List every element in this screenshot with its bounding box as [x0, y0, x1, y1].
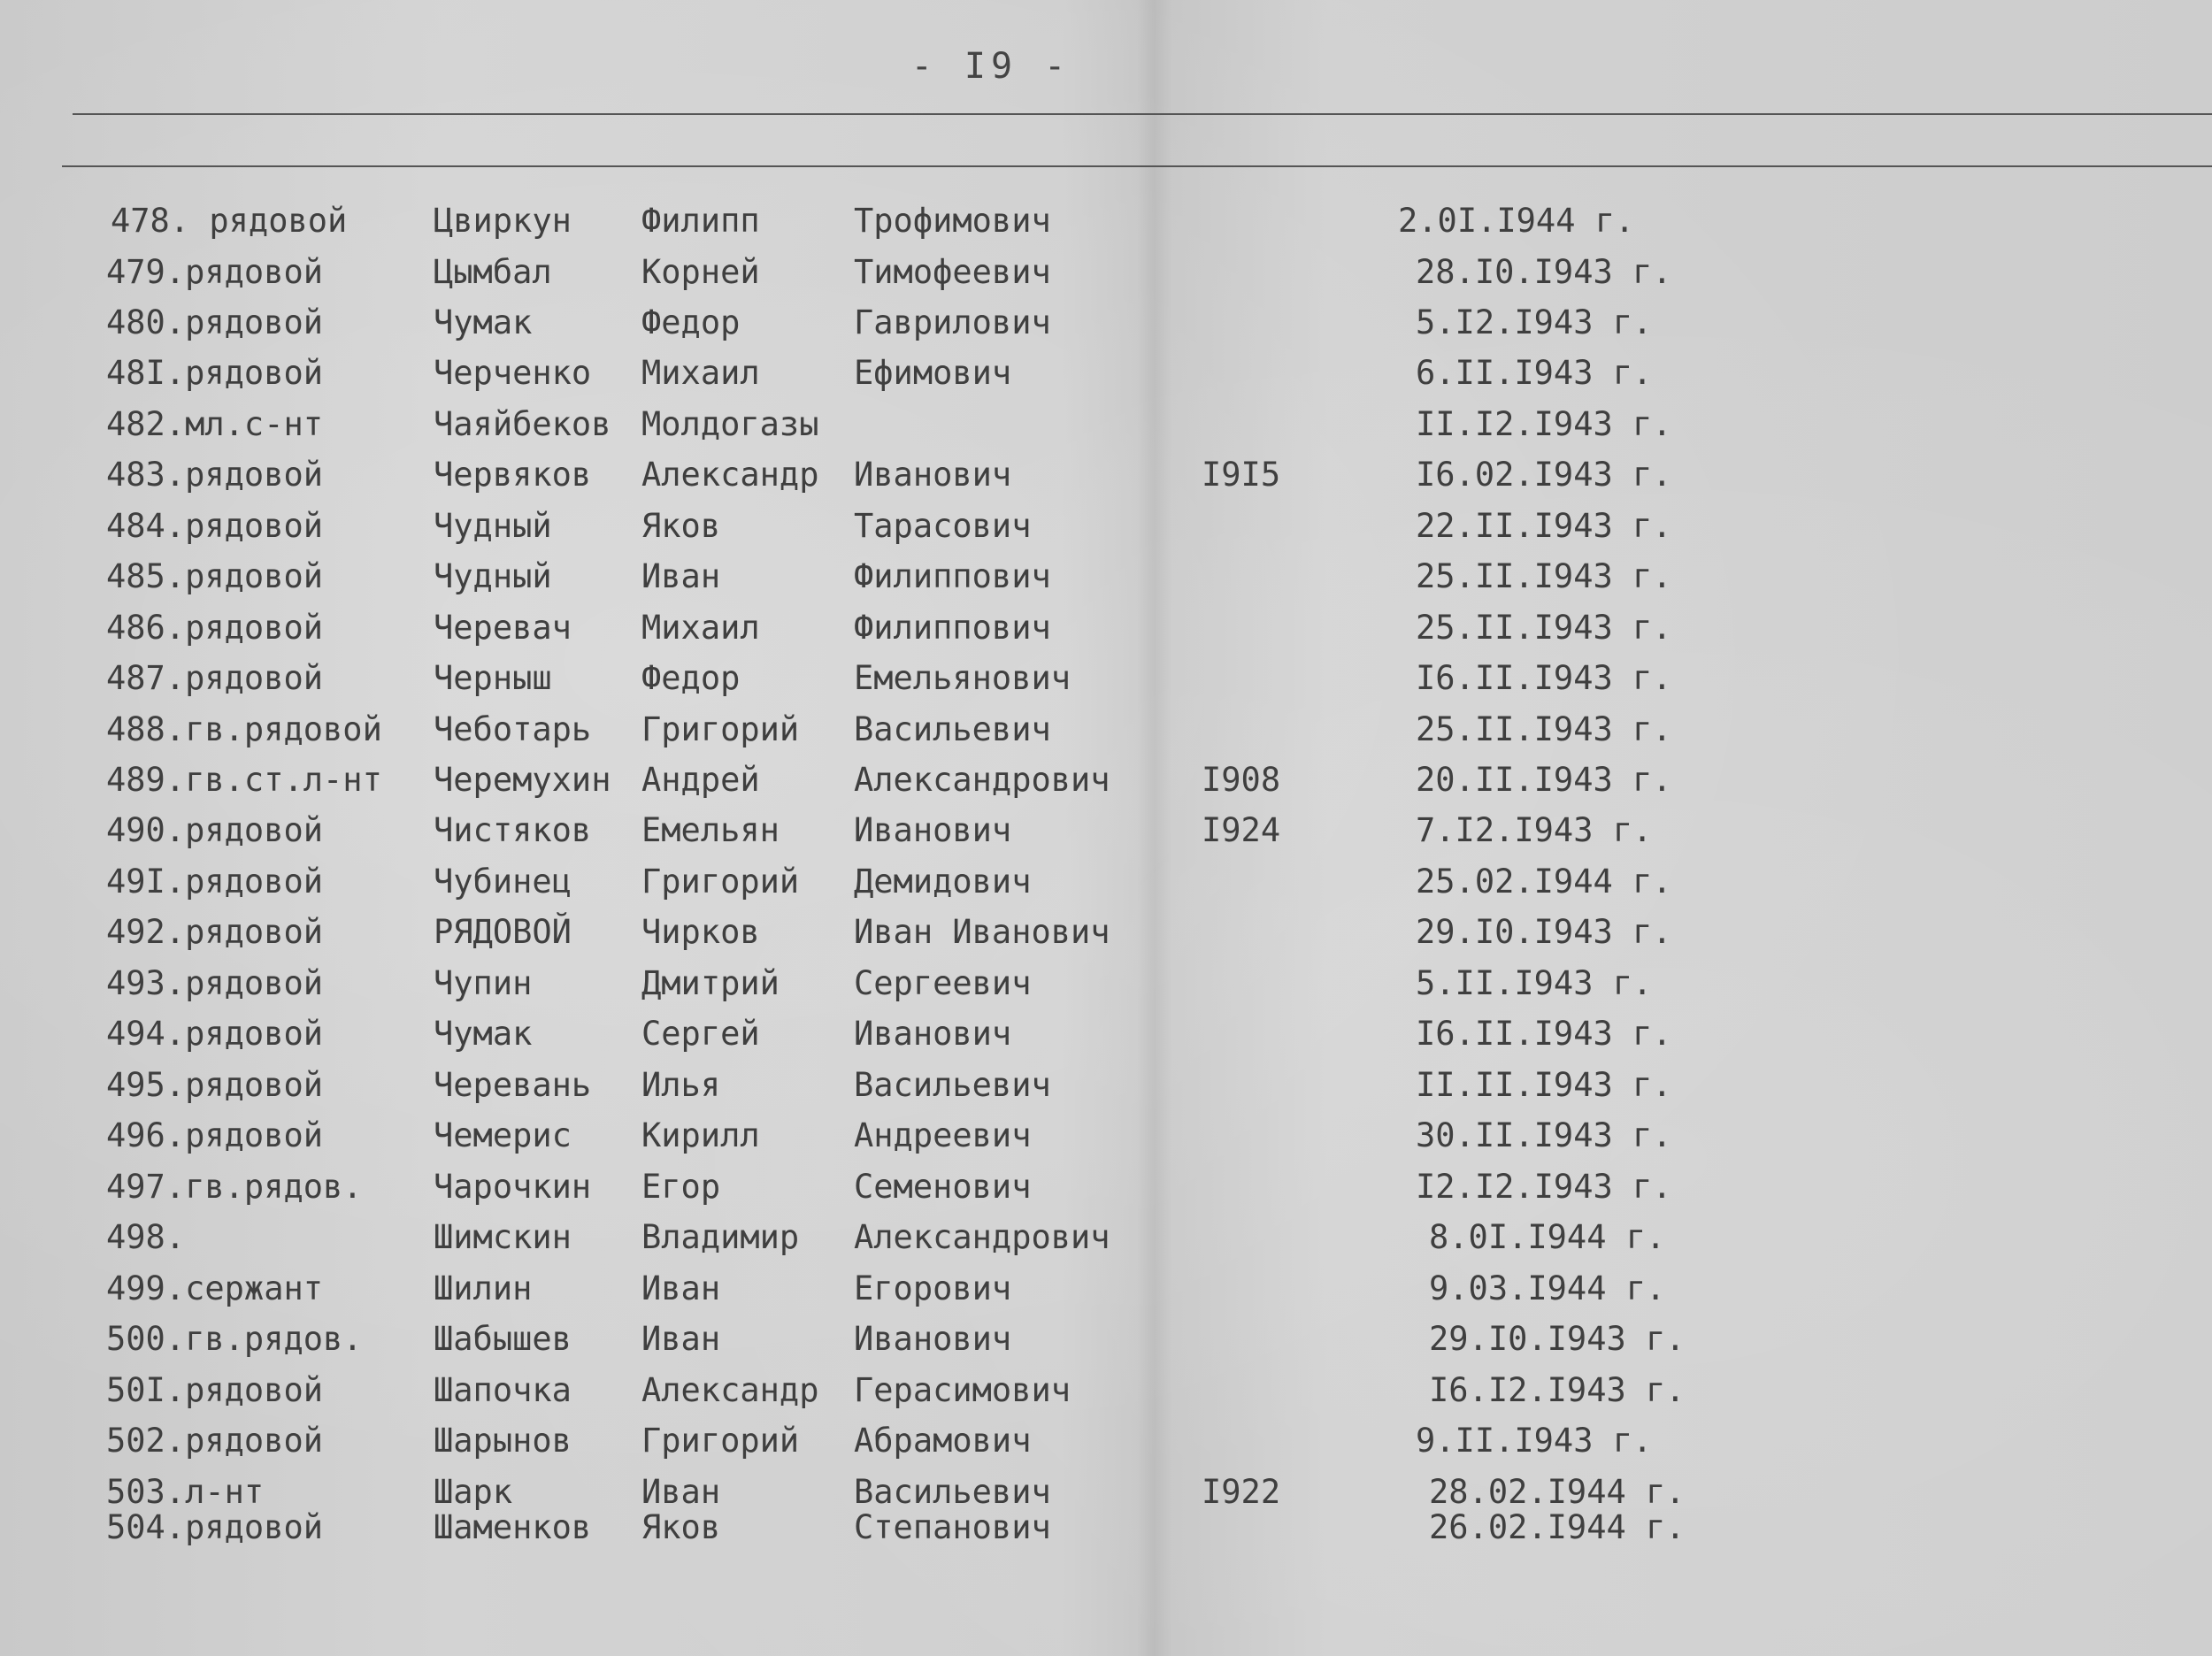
record-last-name: Чупин [434, 964, 533, 1002]
record-patronymic: Андреевич [854, 1116, 1032, 1154]
record-date: 5.II.I943 г. [1416, 964, 1653, 1002]
header-rule-top [73, 113, 2212, 115]
record-date: II.II.I943 г. [1416, 1066, 1672, 1104]
record-last-name: Чумак [434, 1015, 533, 1053]
record-patronymic: Егорович [854, 1269, 1012, 1307]
record-last-name: Шапочка [434, 1371, 572, 1409]
record-birth-year: I9I5 [1202, 456, 1281, 494]
record-patronymic: Емельянович [854, 659, 1071, 697]
record-rank: 504.рядовой [106, 1508, 324, 1546]
record-rank: 486.рядовой [106, 609, 324, 647]
record-last-name: Чубинец [434, 862, 572, 901]
record-date: 22.II.I943 г. [1416, 507, 1672, 545]
record-rank: 484.рядовой [106, 507, 324, 545]
record-last-name: Чарочкин [434, 1168, 592, 1206]
record-first-name: Илья [641, 1066, 721, 1104]
header-rule-bottom [62, 165, 2212, 167]
record-date: I6.II.I943 г. [1416, 1015, 1672, 1053]
record-last-name: Чудный [434, 507, 552, 545]
record-first-name: Григорий [641, 862, 800, 901]
record-rank: 479.рядовой [106, 253, 324, 291]
record-date: I6.II.I943 г. [1416, 659, 1672, 697]
record-row [0, 1168, 2212, 1212]
record-row [0, 303, 2212, 348]
record-date: 29.I0.I943 г. [1416, 913, 1672, 951]
record-date: 6.II.I943 г. [1416, 354, 1653, 392]
record-date: 9.II.I943 г. [1416, 1422, 1653, 1460]
record-rank: 482.мл.с-нт [106, 405, 324, 443]
record-rank: 499.сержант [106, 1269, 324, 1307]
record-patronymic: Степанович [854, 1508, 1051, 1546]
record-patronymic: Трофимович [854, 202, 1051, 240]
record-first-name: Корней [641, 253, 760, 291]
record-first-name: Яков [641, 1508, 721, 1546]
record-rank: 490.рядовой [106, 811, 324, 849]
record-row [0, 253, 2212, 297]
record-rank: 50I.рядовой [106, 1371, 324, 1409]
record-row [0, 405, 2212, 449]
record-first-name: Федор [641, 659, 741, 697]
record-rank: 478. рядовой [111, 202, 348, 240]
record-date: 26.02.I944 г. [1429, 1508, 1686, 1546]
record-first-name: Михаил [641, 354, 760, 392]
record-date: 5.I2.I943 г. [1416, 303, 1653, 341]
record-rank: 495.рядовой [106, 1066, 324, 1104]
record-last-name: Шарынов [434, 1422, 572, 1460]
record-first-name: Кирилл [641, 1116, 760, 1154]
record-patronymic: Тарасович [854, 507, 1032, 545]
record-row [0, 1508, 2212, 1552]
record-last-name: Цымбал [434, 253, 552, 291]
record-last-name: Черевань [434, 1066, 592, 1104]
record-patronymic: Филиппович [854, 557, 1051, 595]
record-last-name: Чистяков [434, 811, 592, 849]
record-row [0, 609, 2212, 653]
record-birth-year: I922 [1202, 1473, 1281, 1511]
record-row [0, 1015, 2212, 1059]
record-date: II.I2.I943 г. [1416, 405, 1672, 443]
record-date: I6.I2.I943 г. [1429, 1371, 1686, 1409]
record-row [0, 1116, 2212, 1161]
record-first-name: Иван [641, 557, 721, 595]
record-rank: 487.рядовой [106, 659, 324, 697]
record-patronymic: Васильевич [854, 1473, 1051, 1511]
record-last-name: Черченко [434, 354, 592, 392]
record-patronymic: Иванович [854, 456, 1012, 494]
record-row [0, 456, 2212, 500]
record-patronymic: Демидович [854, 862, 1032, 901]
record-rank: 483.рядовой [106, 456, 324, 494]
record-first-name: Дмитрий [641, 964, 780, 1002]
record-row [0, 811, 2212, 855]
record-patronymic: Иванович [854, 1015, 1012, 1053]
record-rank: 496.рядовой [106, 1116, 324, 1154]
record-rank: 48I.рядовой [106, 354, 324, 392]
record-last-name: Черевач [434, 609, 572, 647]
record-rank: 480.рядовой [106, 303, 324, 341]
record-rank: 498. [106, 1218, 186, 1256]
record-row [0, 761, 2212, 805]
record-first-name: Иван [641, 1320, 721, 1358]
record-first-name: Иван [641, 1473, 721, 1511]
record-rank: 497.гв.рядов. [106, 1168, 363, 1206]
record-first-name: Филипп [641, 202, 760, 240]
record-row [0, 1320, 2212, 1364]
record-patronymic: Иванович [854, 811, 1012, 849]
record-last-name: Чудный [434, 557, 552, 595]
record-row [0, 710, 2212, 755]
record-last-name: Шимскин [434, 1218, 572, 1256]
record-patronymic: Гаврилович [854, 303, 1051, 341]
record-patronymic: Васильевич [854, 710, 1051, 748]
record-row [0, 964, 2212, 1008]
record-date: 28.I0.I943 г. [1416, 253, 1672, 291]
record-last-name: Червяков [434, 456, 592, 494]
record-rank: 492.рядовой [106, 913, 324, 951]
record-patronymic: Васильевич [854, 1066, 1051, 1104]
record-last-name: Шаменков [434, 1508, 592, 1546]
record-row [0, 862, 2212, 907]
record-date: 20.II.I943 г. [1416, 761, 1672, 799]
record-first-name: Яков [641, 507, 721, 545]
record-patronymic: Тимофеевич [854, 253, 1051, 291]
record-last-name: Чаяйбеков [434, 405, 611, 443]
record-row [0, 913, 2212, 957]
record-last-name: Черныш [434, 659, 552, 697]
record-patronymic: Ефимович [854, 354, 1012, 392]
record-last-name: РЯДОВОЙ [434, 913, 572, 951]
record-birth-year: I908 [1202, 761, 1281, 799]
record-last-name: Шабышев [434, 1320, 572, 1358]
record-date: 2.0I.I944 г. [1398, 202, 1635, 240]
record-patronymic: Иван Иванович [854, 913, 1110, 951]
record-last-name: Шарк [434, 1473, 513, 1511]
record-row [0, 1422, 2212, 1466]
record-rank: 488.гв.рядовой [106, 710, 382, 748]
record-rank: 489.гв.ст.л-нт [106, 761, 382, 799]
record-row [0, 1066, 2212, 1110]
record-last-name: Чеботарь [434, 710, 592, 748]
record-last-name: Шилин [434, 1269, 533, 1307]
record-first-name: Александр [641, 1371, 819, 1409]
record-first-name: Емельян [641, 811, 780, 849]
record-date: 25.II.I943 г. [1416, 609, 1672, 647]
record-first-name: Григорий [641, 1422, 800, 1460]
record-row [0, 1269, 2212, 1314]
record-last-name: Цвиркун [434, 202, 572, 240]
record-row [0, 557, 2212, 602]
record-patronymic: Семенович [854, 1168, 1032, 1206]
record-date: 29.I0.I943 г. [1429, 1320, 1686, 1358]
record-first-name: Владимир [641, 1218, 800, 1256]
record-date: 8.0I.I944 г. [1429, 1218, 1666, 1256]
record-row [0, 354, 2212, 398]
record-first-name: Андрей [641, 761, 760, 799]
record-first-name: Федор [641, 303, 741, 341]
record-rank: 485.рядовой [106, 557, 324, 595]
record-first-name: Чирков [641, 913, 760, 951]
record-patronymic: Александрович [854, 1218, 1110, 1256]
record-first-name: Александр [641, 456, 819, 494]
record-row [0, 202, 2212, 246]
page-number: - I9 - [910, 46, 1071, 87]
record-first-name: Григорий [641, 710, 800, 748]
record-rank: 503.л-нт [106, 1473, 265, 1511]
record-date: I6.02.I943 г. [1416, 456, 1672, 494]
record-patronymic: Иванович [854, 1320, 1012, 1358]
record-first-name: Михаил [641, 609, 760, 647]
record-rank: 502.рядовой [106, 1422, 324, 1460]
record-date: 7.I2.I943 г. [1416, 811, 1653, 849]
record-patronymic: Александрович [854, 761, 1110, 799]
record-birth-year: I924 [1202, 811, 1281, 849]
record-date: 25.II.I943 г. [1416, 557, 1672, 595]
record-date: 25.II.I943 г. [1416, 710, 1672, 748]
record-patronymic: Абрамович [854, 1422, 1032, 1460]
record-row [0, 1371, 2212, 1415]
record-rank: 49I.рядовой [106, 862, 324, 901]
record-rank: 500.гв.рядов. [106, 1320, 363, 1358]
record-patronymic: Герасимович [854, 1371, 1071, 1409]
record-rank: 494.рядовой [106, 1015, 324, 1053]
record-last-name: Черемухин [434, 761, 611, 799]
record-first-name: Молдогазы [641, 405, 819, 443]
record-row [0, 507, 2212, 551]
record-last-name: Чумак [434, 303, 533, 341]
record-date: I2.I2.I943 г. [1416, 1168, 1672, 1206]
record-date: 28.02.I944 г. [1429, 1473, 1686, 1511]
record-last-name: Чемерис [434, 1116, 572, 1154]
record-date: 25.02.I944 г. [1416, 862, 1672, 901]
record-patronymic: Сергеевич [854, 964, 1032, 1002]
record-first-name: Егор [641, 1168, 721, 1206]
record-first-name: Сергей [641, 1015, 760, 1053]
record-patronymic: Филиппович [854, 609, 1051, 647]
record-date: 30.II.I943 г. [1416, 1116, 1672, 1154]
record-first-name: Иван [641, 1269, 721, 1307]
record-row [0, 1218, 2212, 1262]
record-rank: 493.рядовой [106, 964, 324, 1002]
record-date: 9.03.I944 г. [1429, 1269, 1666, 1307]
record-row [0, 659, 2212, 703]
